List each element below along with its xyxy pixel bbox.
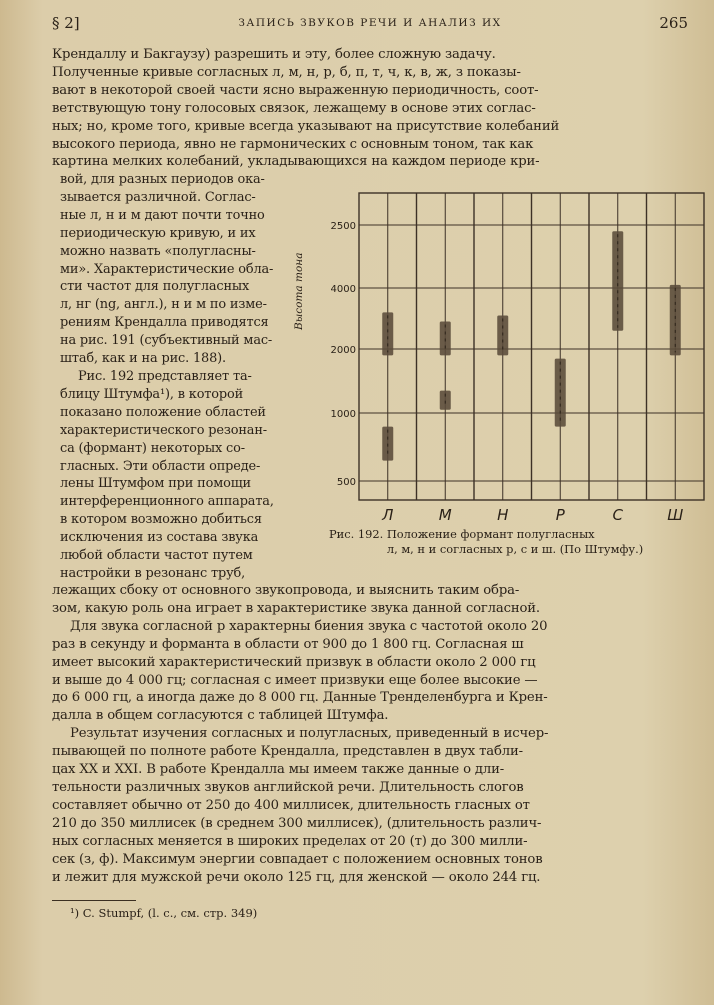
chart-categories	[381, 506, 683, 524]
section-mark: § 2]	[52, 14, 80, 32]
formant-band	[382, 312, 393, 355]
text-line: зом, какую роль она играет в характеристике звука данной согласной.	[52, 600, 540, 616]
text-line: в котором возможно добиться	[60, 512, 262, 528]
text-line: лены Штумфом при помощи	[60, 476, 251, 492]
text-line: и лежит для мужской речи около 125 гц, для женской — около 244 гц.	[52, 869, 541, 885]
text-line: лежащих сбоку от основного звукопровода, и выяснить таким обра-	[52, 583, 520, 598]
text-line: гласных. Эти области опреде-	[60, 458, 261, 474]
category-label: Р	[555, 506, 565, 524]
text-line: ми». Характеристические обла-	[60, 261, 274, 277]
text-line: составляет обычно от 250 до 400 миллисек, длительность гласных от	[52, 797, 530, 813]
text-line: ных согласных меняется в широких пределах от 20 (т) до 300 милли-	[52, 833, 528, 849]
footnote-rule	[52, 900, 136, 901]
text-line: и выше до 4 000 гц; согласная с имеет призвуки еще более высокие —	[52, 672, 538, 688]
chart-y-ticks	[331, 221, 356, 488]
text-line: л, нг (ng, англ.), н и м по изме-	[60, 297, 267, 313]
text-line: периодическую кривую, и их	[60, 225, 256, 241]
y-tick-label: 4000	[330, 284, 356, 295]
text-line: до 6 000 гц, а иногда даже до 8 000 гц. Данные Тренделенбурга и Крен-	[52, 690, 548, 706]
formant-band	[612, 231, 623, 330]
text-line: картина мелких колебаний, укладывающихся на каждом периоде кри-	[52, 154, 540, 170]
text-line: показано положение областей	[60, 404, 266, 420]
text-line: имеет высокий характеристический призвук в области около 2 000 гц	[52, 654, 536, 670]
text-line: Рис. 192 представляет та-	[78, 368, 252, 384]
text-line: вают в некоторой своей части ясно выраженную периодичность, соот-	[52, 82, 539, 98]
text-line: сек (з, ф). Максимум энергии совпадает с положением основных тонов	[52, 851, 543, 867]
category-label: М	[438, 506, 452, 524]
text-line: ные л, н и м дают почти точно	[60, 207, 265, 223]
text-line: исключения из состава звука	[60, 530, 259, 546]
y-tick-label: 1000	[330, 409, 356, 420]
text-line: Результат изучения согласных и полугласных, приведенный в исчер-	[70, 726, 549, 742]
text-line: тельности различных звуков английской речи. Длительность слогов	[52, 779, 524, 795]
text-line: штаб, как и на рис. 188).	[60, 351, 226, 367]
text-line: Полученные кривые согласных л, м, н, р, б, п, т, ч, к, в, ж, з показы-	[52, 64, 521, 80]
text-line: са (формант) некоторых со-	[60, 440, 245, 456]
y-axis-label: Высота тона	[293, 252, 305, 330]
footnote: ¹) C. Stumpf, (l. c., см. стр. 349)	[70, 906, 258, 920]
text-line: раз в секунду и форманта в области от 900 до 1 800 гц. Согласная ш	[52, 636, 524, 652]
category-label: Ш	[667, 506, 684, 524]
text-line: блицу Штумфа¹), в которой	[60, 386, 244, 402]
text-line: 210 до 350 миллисек (в среднем 300 миллисек), (длительность различ-	[52, 815, 542, 831]
text-line: на рис. 191 (субъективный мас-	[60, 333, 273, 349]
text-line: цах XX и XXI. В работе Крендалла мы имеем также данные о дли-	[52, 762, 505, 778]
caption-line-1: Рис. 192. Положение формант полугласных	[329, 527, 595, 541]
y-tick-label: 2000	[330, 345, 356, 356]
text-line: рениям Крендалла приводятся	[60, 315, 269, 331]
text-line: ных; но, кроме того, кривые всегда указывают на присутствие колебаний	[52, 118, 560, 134]
text-line: пывающей по полноте работе Крендалла, представлен в двух табли-	[52, 744, 523, 760]
text-line: настройки в резонанс труб,	[60, 565, 246, 581]
figure-caption	[329, 527, 701, 557]
formant-band	[440, 391, 451, 410]
y-tick-label: 2500	[330, 221, 356, 232]
category-label: Л	[382, 506, 394, 524]
text-line: далла в общем согласуются с таблицей Штумфа.	[52, 708, 389, 724]
text-line: вой, для разных периодов ока-	[60, 172, 265, 187]
paragraph-bottom	[52, 582, 692, 886]
category-label: Н	[497, 506, 509, 524]
text-line: ветствующую тону голосовых связок, лежащему в основе этих соглас-	[52, 100, 536, 116]
text-line: зывается различной. Соглас-	[60, 189, 256, 205]
paragraph-top	[52, 46, 692, 171]
formant-chart	[316, 191, 708, 528]
paragraph-left-column	[60, 171, 274, 583]
text-line: любой области частот путем	[60, 548, 253, 564]
running-title: ЗАПИСЬ ЗВУКОВ РЕЧИ И АНАЛИЗ ИХ	[238, 17, 502, 29]
y-tick-label: 500	[336, 477, 356, 488]
text-line: интерференционного аппарата,	[60, 494, 274, 510]
page-header	[52, 14, 688, 36]
text-line: характеристического резонан-	[60, 422, 267, 438]
chart-grid	[359, 193, 704, 500]
page-number: 265	[659, 14, 688, 32]
text-line: Крендаллу и Бакгаузу) разрешить и эту, более сложную задачу.	[52, 47, 496, 62]
text-line: Для звука согласной р характерны биения звука с частотой около 20	[70, 618, 548, 634]
category-label: С	[612, 506, 623, 524]
text-line: сти частот для полугласных	[60, 279, 250, 295]
text-line: можно назвать «полугласны-	[60, 243, 256, 259]
text-line: высокого периода, явно не гармонических с основным тоном, так как	[52, 136, 534, 152]
caption-line-2: л, м, н и согласных р, с и ш. (По Штумфу.)	[386, 542, 644, 556]
